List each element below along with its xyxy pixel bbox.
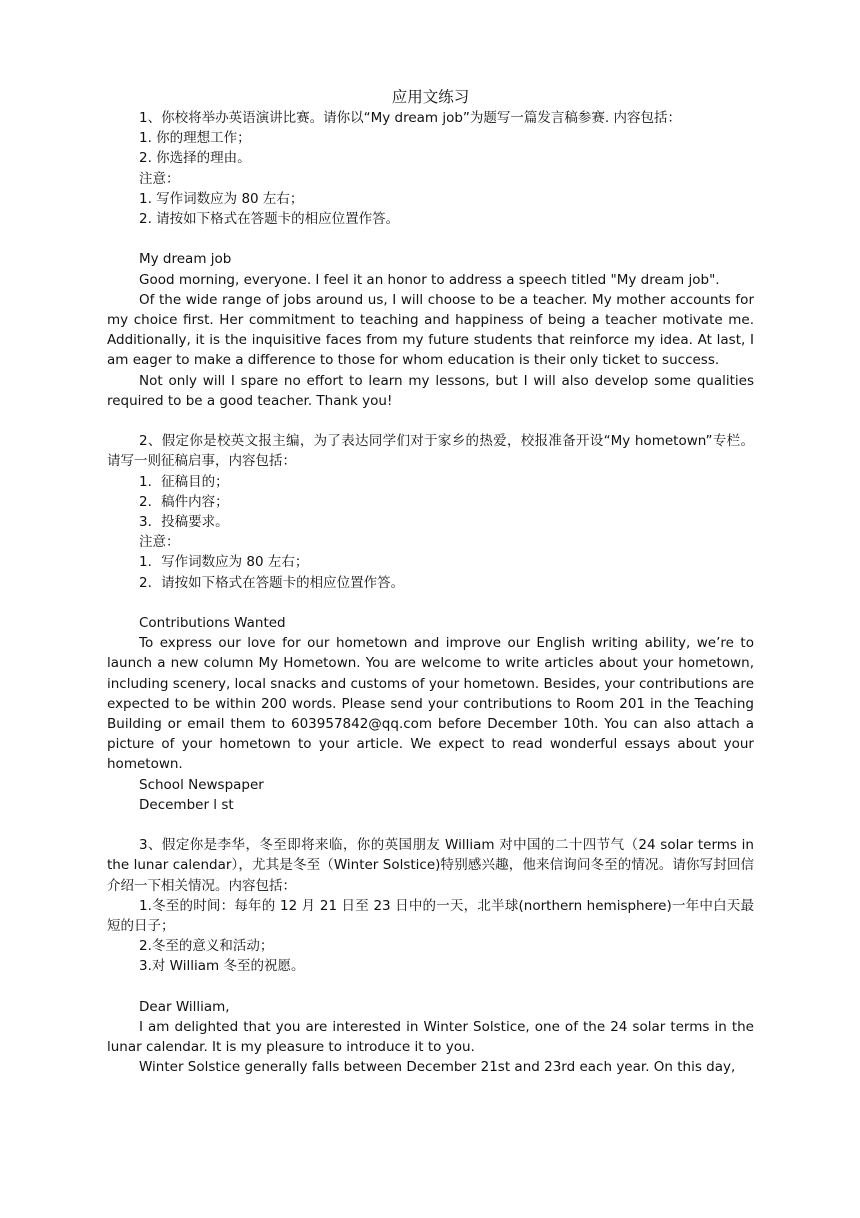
- q3-requirement-3: 3.对 William 冬至的祝愿。: [139, 958, 305, 975]
- q1-essay-paragraph-3: Not only will I spare no effort to learn my lessons, but I will also develop some qualities required to be a good teacher. Thank you!: [107, 372, 754, 409]
- document-page: [107, 86, 754, 1078]
- q2-date: December l st: [139, 796, 234, 813]
- q2-requirement-3: 3．投稿要求。: [139, 514, 229, 531]
- q1-prompt: 1、你校将举办英语演讲比赛。请你以“My dream job”为题写一篇发言稿参赛. 内容包括：: [139, 110, 682, 126]
- q1-note-2: 2. 请按如下格式在答题卡的相应位置作答。: [139, 211, 400, 228]
- q2-essay-title: Contributions Wanted: [139, 615, 286, 632]
- q2-requirement-1: 1．征稿目的；: [139, 473, 229, 490]
- spacer: [107, 229, 754, 249]
- q1-requirement-1: 1. 你的理想工作；: [139, 130, 251, 147]
- page-title: 应用文练习: [391, 88, 470, 106]
- q1-note-1: 1. 写作词数应为 80 左右；: [139, 190, 304, 207]
- q2-signature: School Newspaper: [139, 776, 264, 793]
- q2-note-2: 2．请按如下格式在答题卡的相应位置作答。: [139, 574, 405, 591]
- q3-prompt: 3、假定你是李华，冬至即将来临，你的英国朋友 William 对中国的二十四节气（24 solar terms in the lunar calendar），尤其是冬至（Winter Solstice)特别感兴趣，他来信询问冬至的情况。请你写封回信介绍一下相关情况。内容包括：: [107, 837, 754, 894]
- q2-note-1: 1．写作词数应为 80 左右；: [139, 554, 309, 571]
- q3-letter-paragraph-1: I am delighted that you are interested in Winter Solstice, one of the 24 solar terms in the lunar calendar. It is my pleasure to introduce it to you.: [107, 1019, 754, 1056]
- q2-prompt: 2、假定你是校英文报主编，为了表达同学们对于家乡的热爱，校报准备开设“My hometown”专栏。请写一则征稿启事，内容包括：: [107, 433, 754, 470]
- q2-essay-paragraph-1: To express our love for our hometown and improve our English writing ability, we’re to launch a new column My Hometown. You are welcome to write articles about your hometown, including scenery, local snacks and customs of your hometown. Besides, your contributions are expected to be within 200 words. Please send your contributions to Room 201 in the Teaching Building or email them to 603957842@qq.com before December 10th. You can also attach a picture of your hometown to your article. We expect to read wonderful essays about your hometown.: [107, 635, 754, 773]
- q2-note-label: 注意：: [139, 534, 180, 551]
- spacer: [107, 977, 754, 997]
- q3-letter-paragraph-2: Winter Solstice generally falls between December 21st and 23rd each year. On this day,: [139, 1059, 736, 1076]
- q1-essay-paragraph-2: Of the wide range of jobs around us, I will choose to be a teacher. My mother accounts for my choice first. Her commitment to teaching and happiness of being a teacher motivate me. Additionally, it is the inquisitive faces from my future students that reinforce my idea. At last, I am eager to make a difference to those for whom education is their only ticket to success.: [107, 291, 754, 369]
- spacer: [107, 411, 754, 431]
- q2-requirement-2: 2．稿件内容；: [139, 493, 229, 510]
- q1-essay-paragraph-1: Good morning, everyone. I feel it an honor to address a speech titled "My dream job".: [139, 271, 720, 288]
- q3-greeting: Dear William,: [139, 998, 230, 1015]
- q3-requirement-2: 2.冬至的意义和活动；: [139, 938, 274, 955]
- q1-note-label: 注意：: [139, 170, 180, 187]
- q1-requirement-2: 2. 你选择的理由。: [139, 150, 251, 167]
- q3-requirement-1: 1.冬至的时间：每年的 12 月 21 日至 23 日中的一天，北半球(northern hemisphere)一年中白天最短的日子；: [107, 897, 754, 935]
- spacer: [107, 815, 754, 835]
- q1-essay-title: My dream job: [139, 251, 232, 268]
- spacer: [107, 593, 754, 613]
